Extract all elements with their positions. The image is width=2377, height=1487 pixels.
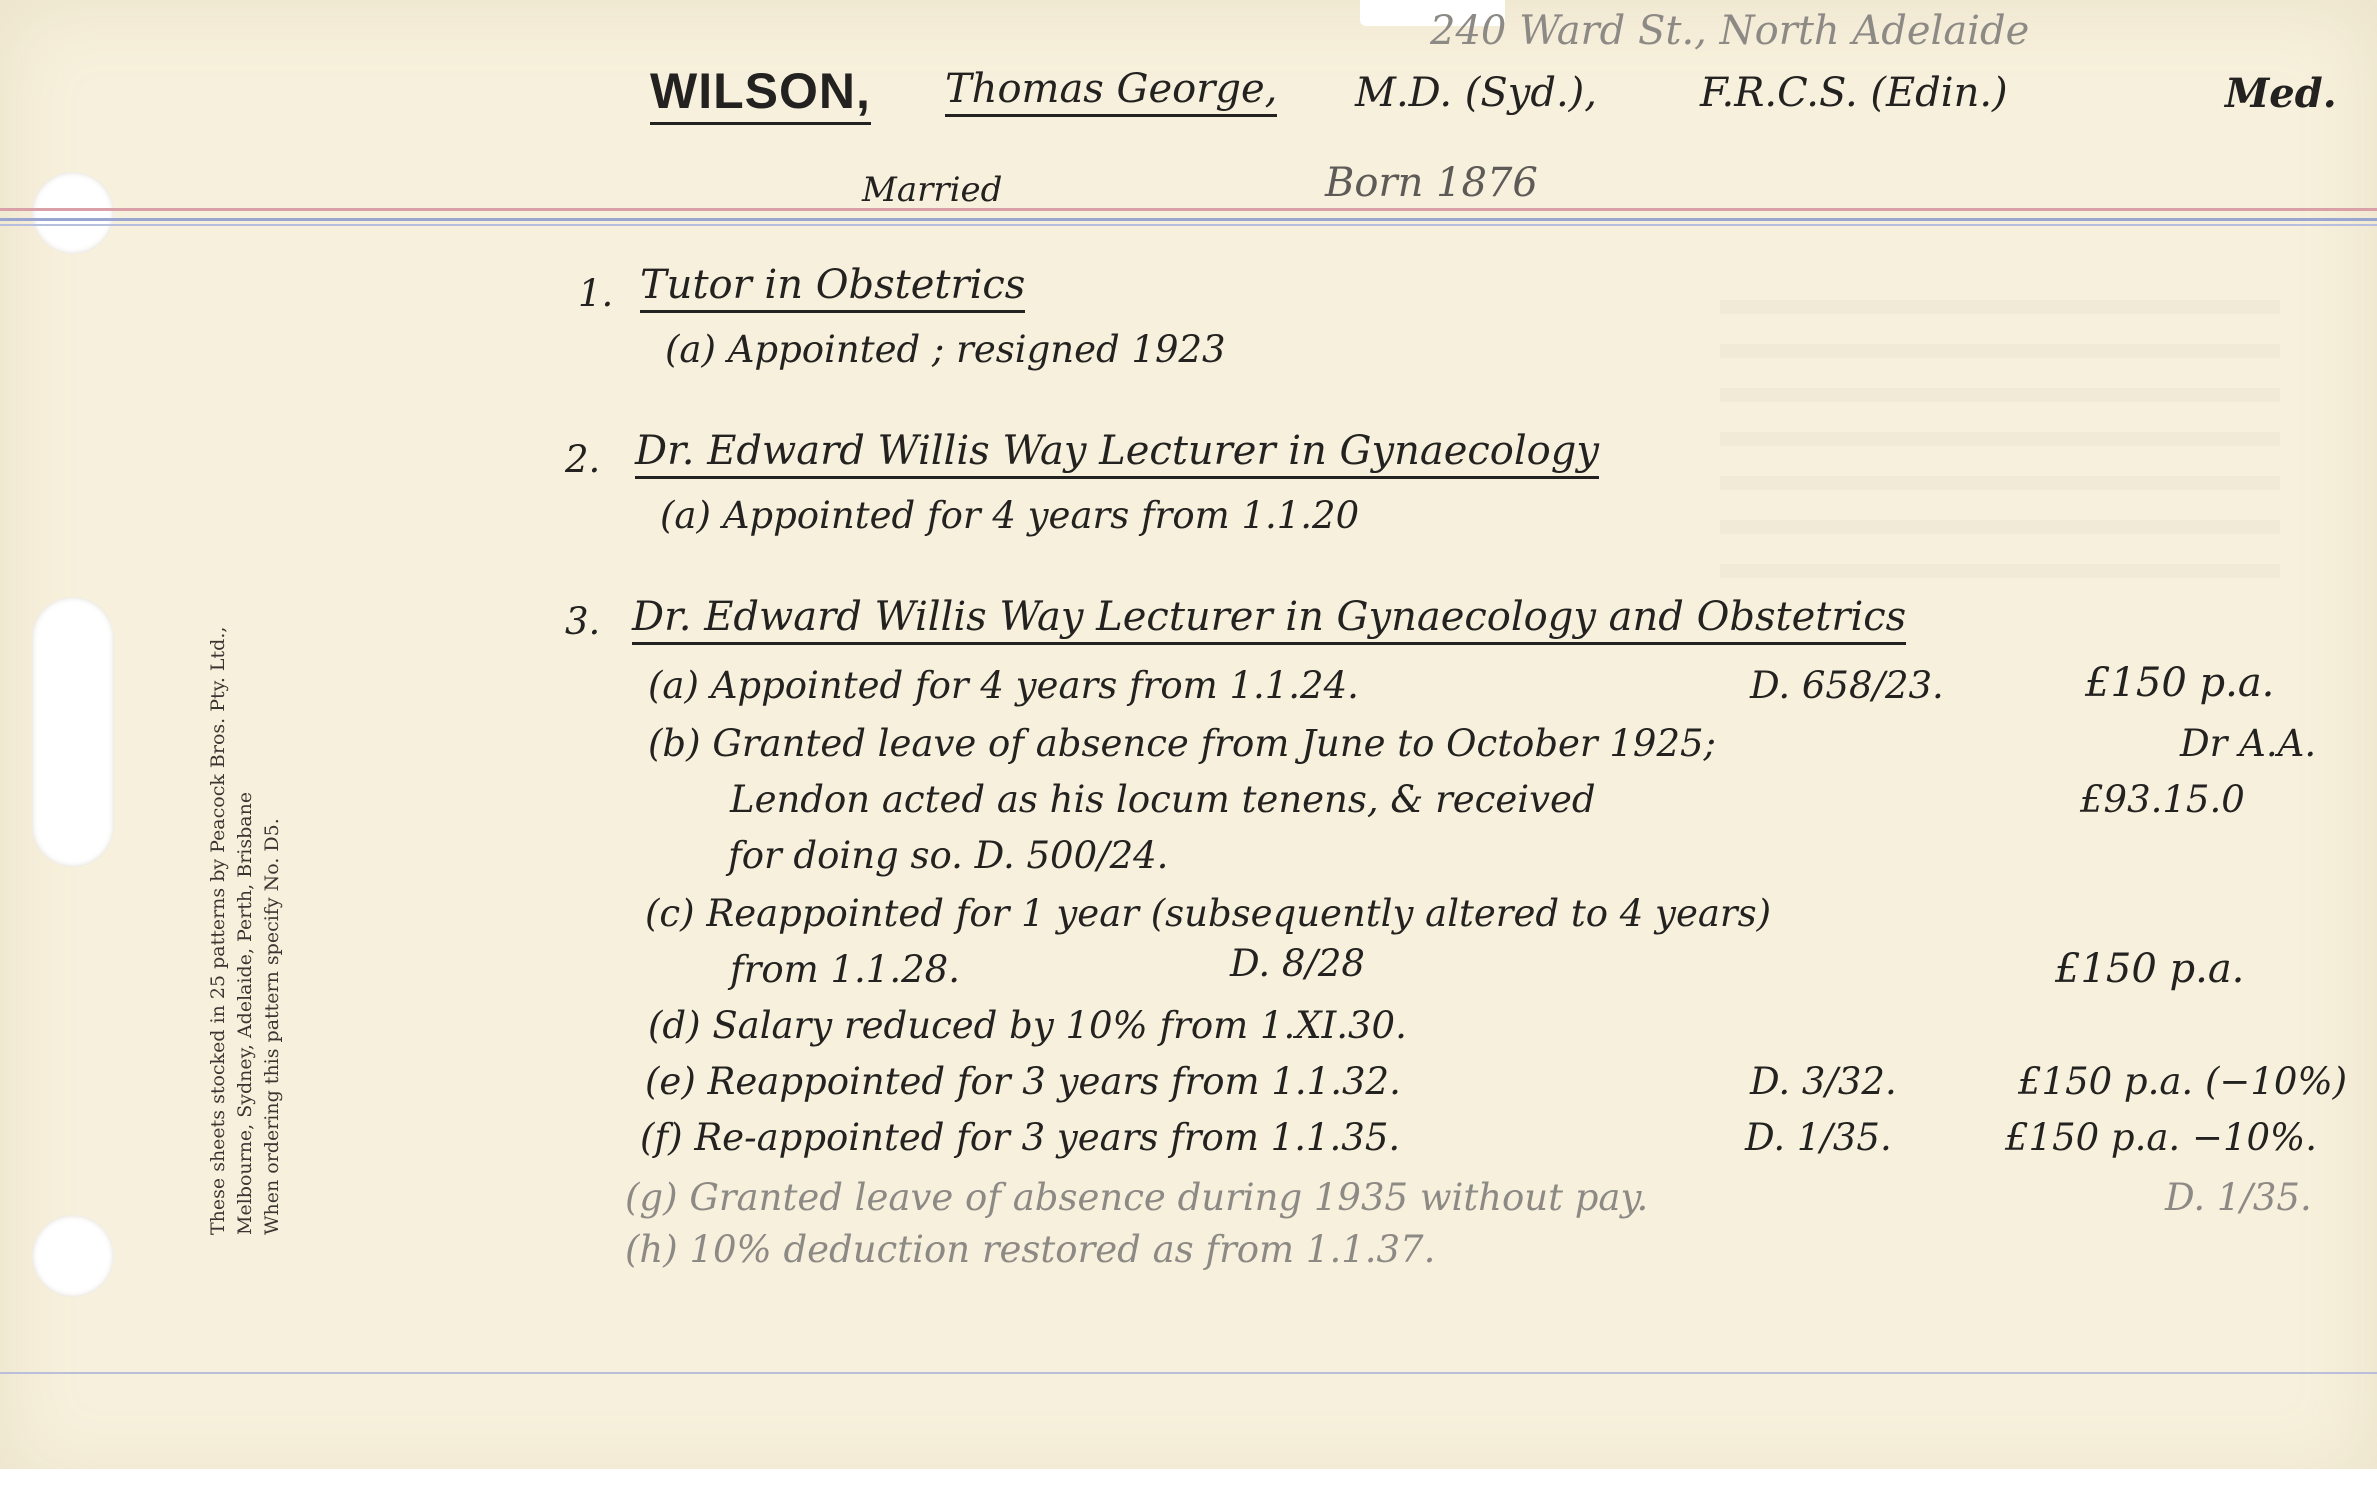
address: 240 Ward St., North Adelaide — [1430, 8, 2030, 54]
punch-hole-top — [32, 172, 114, 254]
entry-3-title: Dr. Edward Willis Way Lecturer in Gynaecology and Obstetrics — [632, 594, 1906, 645]
entry-3-c-ref: D. 8/28 — [1230, 942, 1365, 985]
entry-3-e: (e) Reappointed for 3 years from 1.1.32. — [645, 1060, 1401, 1103]
entry-3-e-ref: D. 3/32. — [1750, 1060, 1897, 1103]
header-rule-red — [0, 208, 2377, 211]
marital-status: Married — [862, 170, 1003, 210]
birth-year: Born 1876 — [1325, 160, 1538, 206]
printer-line-1: These sheets stocked in 25 patterns by Peacock Bros. Pty. Ltd., — [207, 626, 229, 1235]
degree-md: M.D. (Syd.), — [1355, 70, 1597, 116]
degree-frcs: F.R.C.S. (Edin.) — [1700, 70, 2008, 116]
printer-line-2: Melbourne, Sydney, Adelaide, Perth, Brisbane — [234, 791, 256, 1235]
entry-3-f-ref: D. 1/35. — [1745, 1116, 1892, 1159]
given-names: Thomas George, — [945, 66, 1277, 117]
entry-3-b-line-1-tail: Dr A.A. — [2180, 722, 2317, 765]
entry-3-e-amount: £150 p.a. (−10%) — [2018, 1060, 2348, 1103]
bleed-through-area — [1720, 270, 2280, 590]
entry-3-g-ref: D. 1/35. — [2165, 1176, 2312, 1219]
printer-imprint — [205, 627, 286, 1235]
entry-1-title: Tutor in Obstetrics — [640, 262, 1025, 313]
punch-slot-middle — [32, 597, 114, 867]
entry-3-c-amount: £150 p.a. — [2055, 946, 2245, 992]
surname: WILSON, — [650, 62, 871, 125]
card-bottom-edge — [0, 1469, 2377, 1487]
printer-line-3: When ordering this pattern specify No. D5. — [261, 818, 283, 1235]
entry-3-f: (f) Re-appointed for 3 years from 1.1.35. — [640, 1116, 1401, 1159]
entry-3-b-line-2-amount: £93.15.0 — [2080, 778, 2245, 821]
entry-3-a: (a) Appointed for 4 years from 1.1.24. — [648, 664, 1359, 707]
entry-1-number: 1. — [578, 272, 614, 315]
entry-3-a-ref: D. 658/23. — [1750, 664, 1944, 707]
entry-2-a: (a) Appointed for 4 years from 1.1.20 — [660, 494, 1360, 537]
entry-2-number: 2. — [565, 438, 601, 481]
entry-3-a-amount: £150 p.a. — [2085, 660, 2275, 706]
entry-3-f-amount: £150 p.a. −10%. — [2005, 1116, 2317, 1159]
entry-2-title: Dr. Edward Willis Way Lecturer in Gynaecology — [635, 428, 1599, 479]
faculty: Med. — [2225, 70, 2337, 117]
entry-1-a: (a) Appointed ; resigned 1923 — [665, 328, 1226, 371]
entry-3-number: 3. — [565, 600, 601, 643]
entry-3-c-line-1: (c) Reappointed for 1 year (subsequently altered to 4 years) — [645, 892, 1772, 935]
header-rule-blue — [0, 218, 2377, 221]
entry-3-c-line-2: from 1.1.28. — [730, 948, 960, 991]
entry-3-b-line-2: Lendon acted as his locum tenens, & received — [730, 778, 1596, 821]
entry-3-b-line-1: (b) Granted leave of absence from June to October 1925; — [648, 722, 1716, 765]
entry-3-h: (h) 10% deduction restored as from 1.1.37. — [625, 1228, 1436, 1271]
punch-hole-bottom — [32, 1215, 114, 1297]
entry-3-d: (d) Salary reduced by 10% from 1.XI.30. — [648, 1004, 1407, 1047]
entry-3-g: (g) Granted leave of absence during 1935 without pay. — [625, 1176, 1649, 1219]
header-rule-blue-thin — [0, 224, 2377, 226]
footer-rule — [0, 1372, 2377, 1374]
entry-3-b-line-3: for doing so. D. 500/24. — [728, 834, 1169, 877]
